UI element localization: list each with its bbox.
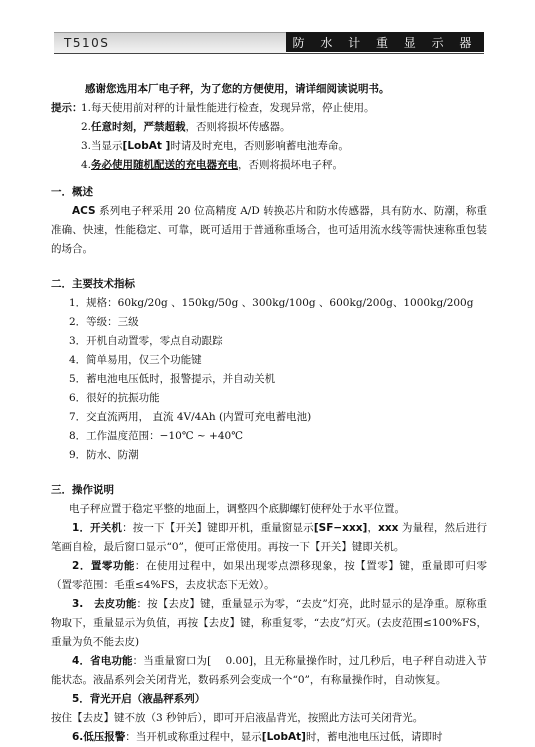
spec-item: 8．工作温度范围：−10℃ ~ +40℃ [69, 430, 243, 442]
ops-text: ：当开机或称重过程中，显示 [125, 731, 262, 743]
tip-num: 3. [81, 140, 92, 152]
product-title: 防 水 计 重 显 示 器 [292, 36, 478, 50]
ops-power-save [51, 652, 487, 690]
tip-text: 当显示 [91, 140, 123, 152]
spacer [51, 473, 487, 481]
section-title-overview: 一．概述 [51, 186, 93, 198]
range-var: xxx [378, 522, 399, 534]
header-model-bar [54, 32, 286, 53]
spacer [51, 465, 487, 473]
tip-item-4 [51, 156, 487, 175]
section-title-ops: 三．操作说明 [51, 484, 114, 496]
tip-text: ，否则将损坏电子秤。 [238, 159, 344, 171]
overview-text: 系列电子秤采用 20 位高精度 A/D 转换芯片和防水传感器，具有防水、防潮，称重准确、快速，性能稳定、可靠，既可适用于普通称重场合，也可适用流水线等需快速称重包装的场合。 [51, 205, 487, 255]
ops-intro: 电子秤应置于稳定平整的地面上，调整四个底脚螺钉使秤处于水平位置。 [69, 503, 405, 515]
ops-text: ：在使用过程中，如果出现零点漂移现象，按【置零】键，重量即可归零（置零范围：毛重≤4%FS，去皮状态下无效）。 [51, 560, 487, 591]
ops-text: ：按【去皮】键，重量显示为零，“去皮”灯亮，此时显示的是净重。原称重物取下，重量显示为负值，再按【去皮】键，称重复零，“去皮”灯灭。(去皮范围≤100%FS，重量为负不能去皮) [51, 598, 488, 648]
header-rule [54, 53, 484, 54]
ops-label: 6.低压报警 [72, 731, 126, 743]
ops-label: 1．开关机 [72, 522, 123, 534]
tip-item-2 [51, 118, 487, 137]
spec-item: 4．简单易用，仅三个功能键 [69, 354, 202, 366]
ops-label: 3. 去皮功能 [72, 598, 137, 610]
spec-item: 6．很好的抗振功能 [69, 392, 160, 404]
ops-text: ：按一下【开关】键即开机，重量窗显示 [122, 522, 314, 534]
tip-num: 1. [81, 102, 92, 114]
ops-backlight-text: 按住【去皮】键不放（3 秒钟后），即可开启液晶背光，按照此方法可关闭背光。 [51, 712, 424, 724]
spacer [51, 259, 487, 267]
tip-text: 每天使用前对秤的计量性能进行检查，发现异常，停止使用。 [91, 102, 375, 114]
brand-name: ACS [72, 205, 96, 217]
ops-text: 时，蓄电池电压过低，请即时 [305, 731, 443, 743]
tip-bold: [LobAt ] [122, 140, 171, 152]
ops-label: 2．置零功能 [72, 560, 135, 572]
thanks-line: 感谢您选用本厂电子秤，为了您的方便使用，请详细阅读说明书。 [85, 83, 390, 95]
tips-label: 提示： [51, 102, 83, 114]
display-code: [SF−xxx] [313, 522, 368, 534]
ops-power [51, 519, 487, 557]
ops-backlight-title: 5．背光开启（液晶秤系列） [72, 693, 206, 705]
ops-low-voltage [51, 728, 487, 747]
header-title-bar [286, 32, 484, 52]
tip-num: 4. [81, 159, 92, 171]
tip-bold: 务必使用随机配送的充电器充电 [91, 159, 239, 171]
ops-zero [51, 557, 487, 595]
spec-item: 1．规格：60kg/20g 、150kg/50g 、300kg/100g 、600kg/200g、1000kg/200g [69, 297, 474, 309]
ops-text: ， [367, 522, 379, 534]
spec-item: 5．蓄电池电压低时，报警提示，并自动关机 [69, 373, 276, 385]
tip-text: 时请及时充电，否则影响蓄电池寿命。 [170, 140, 349, 152]
manual-body [51, 80, 487, 747]
tip-num: 2. [81, 121, 92, 133]
ops-text: ：当重量窗口为[ 0.00]，且无称量操作时，过几秒后，电子秤自动进入节能状态。液晶系列会关闭背光，数码系列会变成一个“0”，有称量操作时，自动恢复。 [51, 655, 487, 686]
section-title-specs: 二．主要技术指标 [51, 278, 135, 290]
display-code: [LobAt] [261, 731, 306, 743]
page-header [54, 32, 484, 62]
spec-item: 2．等级：三级 [69, 316, 139, 328]
spec-item: 9．防水、防潮 [69, 449, 139, 461]
model-number: T510S [64, 36, 110, 50]
ops-text: 为量程，然后进行笔画自检，最后窗口显示“0”，便可正常使用。再按一下【开关】键即关机。 [51, 522, 488, 553]
overview-paragraph [51, 202, 487, 259]
tip-item-3 [51, 137, 487, 156]
tip-bold: 任意时刻，严禁超载 [91, 121, 186, 133]
tip-item-1 [51, 99, 487, 118]
spec-item: 7．交直流两用， 直流 4V/4Ah (内置可充电蓄电池) [69, 411, 312, 423]
spacer [51, 175, 487, 183]
tip-text: ，否则将损坏传感器。 [185, 121, 291, 133]
spec-item: 3．开机自动置零，零点自动跟踪 [69, 335, 223, 347]
ops-tare [51, 595, 487, 652]
ops-label: 4．省电功能 [72, 655, 133, 667]
spacer [51, 267, 487, 275]
